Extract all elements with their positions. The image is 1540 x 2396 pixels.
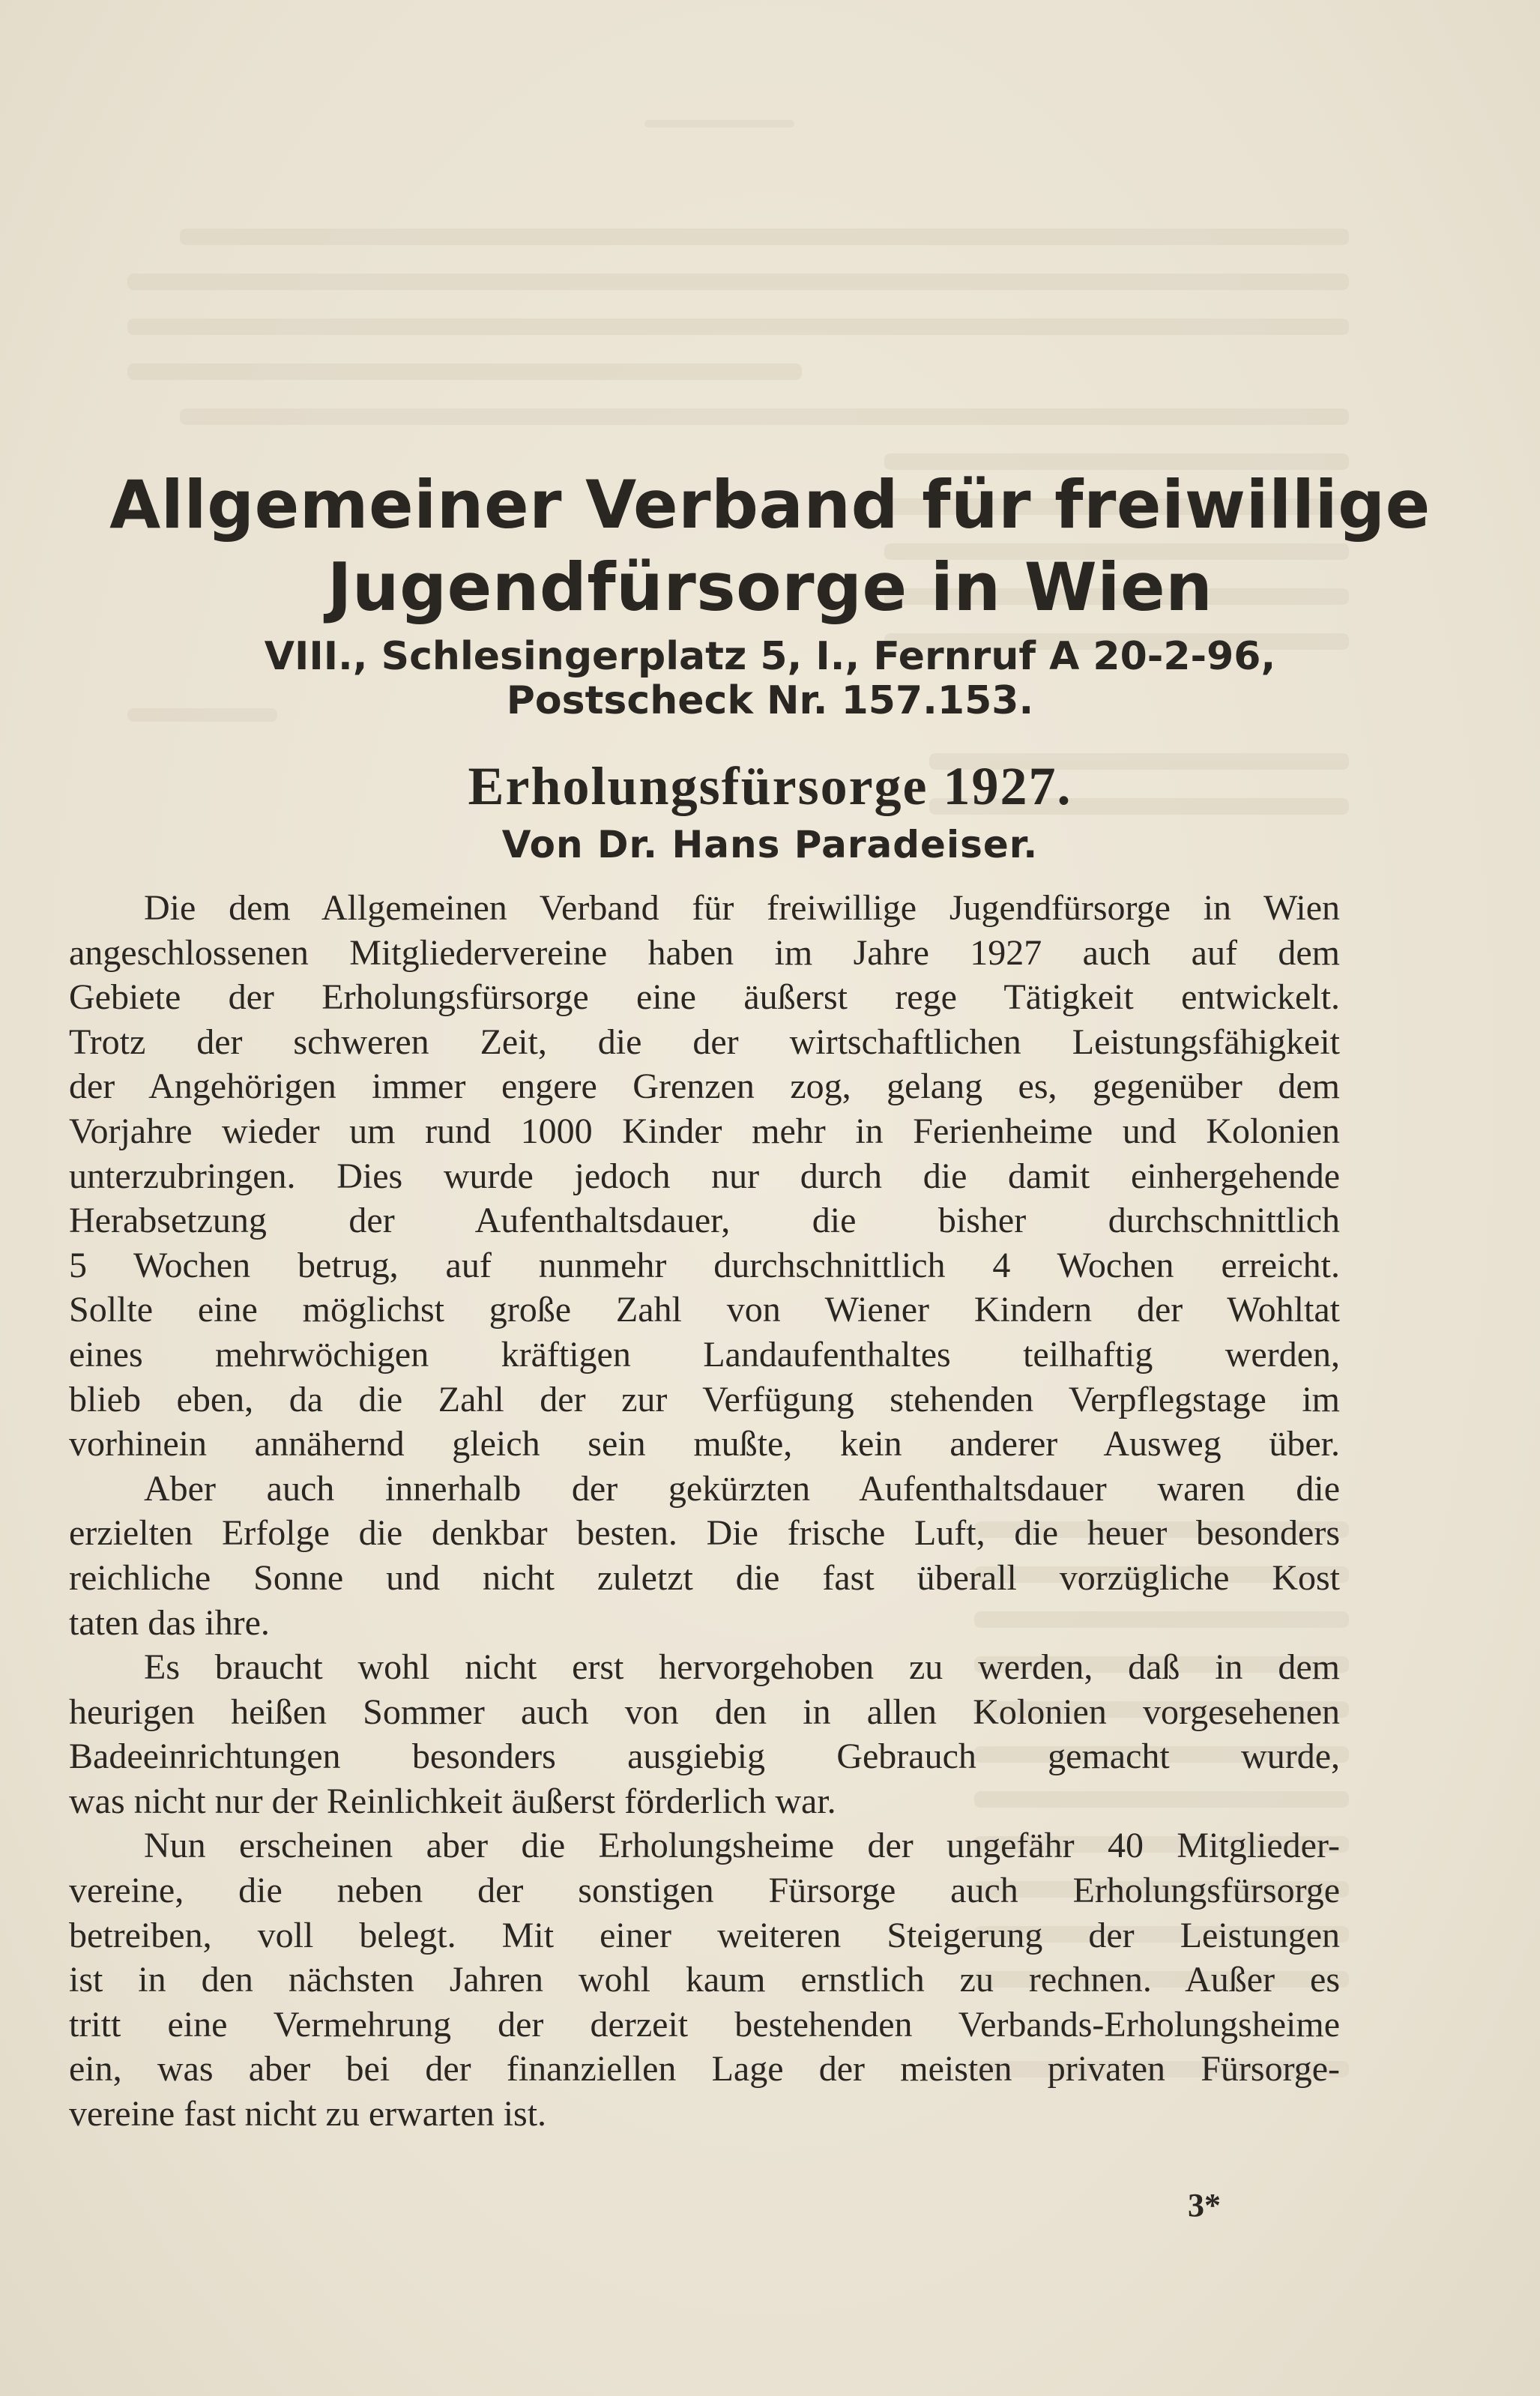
text-line: heurigen heißen Sommer auch von den in allen Kolonien vorgesehenen (69, 1692, 1340, 1732)
text-line: tritt eine Vermehrung der derzeit bestehenden Verbands-Erholungsheime (69, 2004, 1340, 2045)
organization-address: VIII., Schlesingerplatz 5, I., Fernruf A 20-2-96, (264, 634, 1276, 679)
text-line: Die dem Allgemeinen Verband für freiwillige Jugendfürsorge in Wien (144, 888, 1340, 928)
text-line: taten das ihre. (69, 1602, 270, 1643)
text-line: ein, was aber bei der finanziellen Lage der meisten privaten Fürsorge- (69, 2049, 1340, 2089)
text-line: Aber auch innerhalb der gekürzten Aufenthaltsdauer waren die (144, 1468, 1340, 1509)
paragraph-1 (69, 886, 1340, 1467)
paragraph-3 (69, 1645, 1340, 1823)
article-title: Erholungsfürsorge 1927. (468, 756, 1072, 816)
text-line: Badeeinrichtungen besonders ausgiebig Gebrauch gemacht wurde, (69, 1736, 1340, 1777)
text-line: unterzubringen. Dies wurde jedoch nur durch die damit einhergehende (69, 1156, 1340, 1196)
article-body (69, 886, 1340, 2137)
text-line: betreiben, voll belegt. Mit einer weiteren Steigerung der Leistungen (69, 1915, 1340, 1955)
text-line: Trotz der schweren Zeit, die der wirtschaftlichen Leistungsfähigkeit (69, 1022, 1340, 1062)
text-line: vereine fast nicht zu erwarten ist. (69, 2094, 547, 2134)
article-author: Von Dr. Hans Paradeiser. (501, 823, 1039, 866)
text-line: Es braucht wohl nicht erst hervorgehoben zu werden, daß in dem (144, 1647, 1340, 1688)
text-line: erzielten Erfolge die denkbar besten. Die frische Luft, die heuer besonders (69, 1513, 1340, 1554)
text-line: vorhinein annähernd gleich sein mußte, kein anderer Ausweg über. (69, 1424, 1340, 1464)
text-line: angeschlossenen Mitgliedervereine haben im Jahre 1927 auch auf dem (69, 932, 1340, 973)
text-line: reichliche Sonne und nicht zuletzt die fast überall vorzügliche Kost (69, 1557, 1340, 1598)
text-line: Nun erscheinen aber die Erholungsheime der ungefähr 40 Mitglieder- (144, 1826, 1340, 1866)
text-line: blieb eben, da die Zahl der zur Verfügung stehenden Verpflegstage im (69, 1379, 1340, 1419)
organization-title-line-2: Jugendfürsorge in Wien (327, 549, 1213, 626)
text-line: der Angehörigen immer engere Grenzen zog, gelang es, gegenüber dem (69, 1066, 1340, 1107)
text-line: vereine, die neben der sonstigen Fürsorge auch Erholungsfürsorge (69, 1871, 1340, 1911)
text-line: was nicht nur der Reinlichkeit äußerst förderlich war. (69, 1781, 836, 1821)
text-line: ist in den nächsten Jahren wohl kaum ernstlich zu rechnen. Außer es (69, 1960, 1340, 2000)
paragraph-2 (69, 1467, 1340, 1645)
text-line: Vorjahre wieder um rund 1000 Kinder mehr in Ferienheime und Kolonien (69, 1111, 1340, 1151)
page-number: 3* (1188, 2187, 1221, 2224)
text-line: Sollte eine möglichst große Zahl von Wiener Kindern der Wohltat (69, 1290, 1340, 1330)
paragraph-4 (69, 1823, 1340, 2136)
text-line: 5 Wochen betrug, auf nunmehr durchschnittlich 4 Wochen erreicht. (69, 1245, 1340, 1285)
organization-postscheck: Postscheck Nr. 157.153. (506, 678, 1034, 723)
text-line: eines mehrwöchigen kräftigen Landaufenthaltes teilhaftig werden, (69, 1334, 1340, 1374)
text-line: Herabsetzung der Aufenthaltsdauer, die bisher durchschnittlich (69, 1201, 1340, 1241)
text-line: Gebiete der Erholungsfürsorge eine äußerst rege Tätigkeit entwickelt. (69, 977, 1340, 1018)
organization-title-line-1: Allgemeiner Verband für freiwillige (109, 466, 1431, 543)
